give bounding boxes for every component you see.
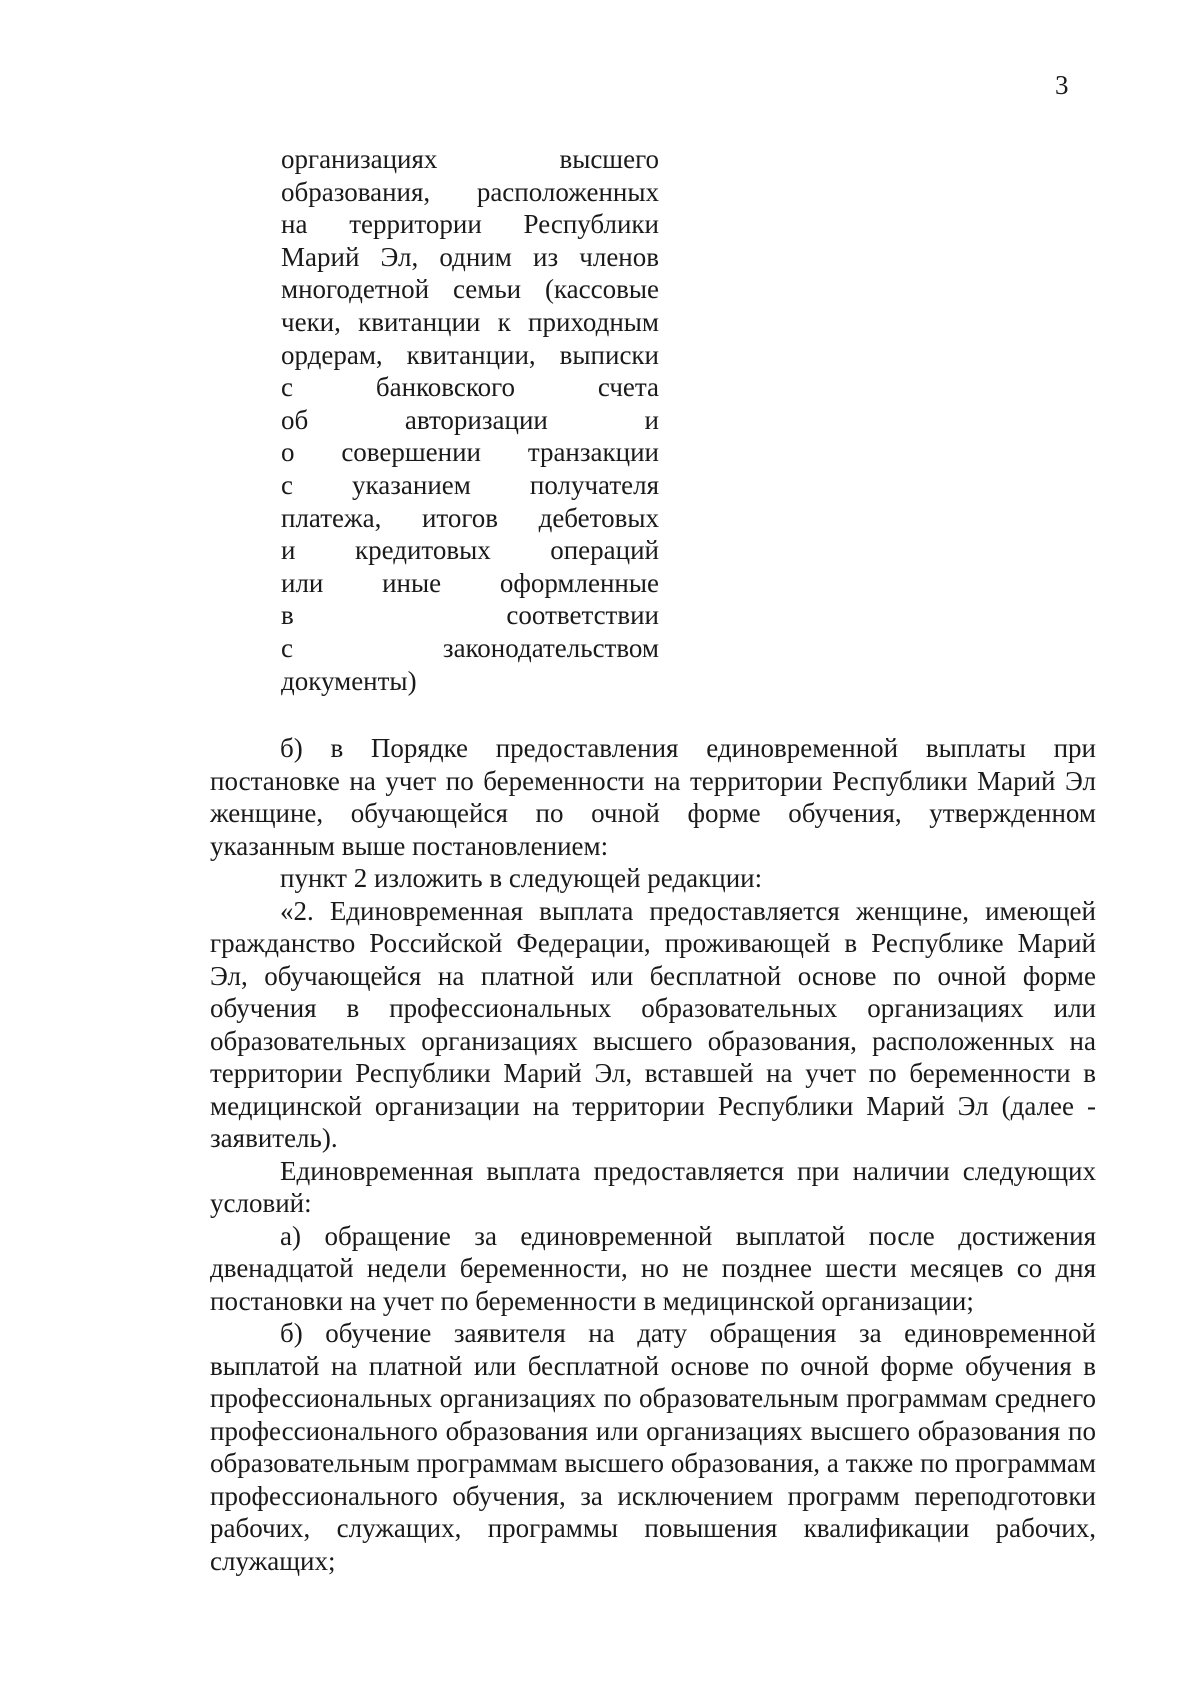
text-line: с банковского счета bbox=[281, 372, 659, 403]
paragraph: б) обучение заявителя на дату обращения за единовременной выплатой на платной или бесплатной основе по очной форме обучения в профессиональных организациях по образовательным программам среднего профессионального образования или организациях высшего образования по образовательным программам высшего образования, а также по программам профессионального обучения, за исключением программ переподготовки рабочих, служащих, программы повышения квалификации рабочих, служащих; bbox=[210, 1318, 1096, 1576]
text-line: документы) bbox=[281, 665, 417, 696]
document-body bbox=[210, 732, 1096, 1577]
table-cell-text bbox=[281, 143, 659, 697]
paragraph: а) обращение за единовременной выплатой после достижения двенадцатой недели беременности, но не позднее шести месяцев со дня постановки на учет по беременности в медицинской организации; bbox=[210, 1220, 1096, 1316]
text-line: на территории Республики bbox=[281, 209, 659, 240]
text-line: о совершении транзакции bbox=[281, 437, 659, 468]
text-line: многодетной семьи (кассовые bbox=[281, 274, 659, 305]
text-line: с указанием получателя bbox=[281, 469, 659, 500]
text-line: платежа, итогов дебетовых bbox=[281, 502, 659, 533]
text-line: организациях высшего bbox=[281, 144, 659, 174]
text-line: Марий Эл, одним из членов bbox=[281, 241, 659, 272]
text-line: чеки, квитанции к приходным bbox=[281, 306, 659, 337]
paragraph: б) в Порядке предоставления единовременной выплаты при постановке на учет по беременности на территории Республики Марий Эл женщине, обучающейся по очной форме обучения, утвержденном указанным выше постановлением: bbox=[210, 733, 1096, 861]
text-line: об авторизации и bbox=[281, 404, 659, 435]
text-line: или иные оформленные bbox=[281, 567, 659, 598]
paragraph: пункт 2 изложить в следующей редакции: bbox=[280, 863, 763, 893]
text-line: и кредитовых операций bbox=[281, 535, 659, 566]
paragraph: «2. Единовременная выплата предоставляется женщине, имеющей гражданство Российской Федерации, проживающей в Республике Марий Эл, обучающейся на платной или бесплатной основе по очной форме обучения в профессиональных образовательных организациях или образовательных организациях высшего образования, расположенных на территории Республики Марий Эл, вставшей на учет по беременности в медицинской организации на территории Республики Марий Эл (далее - заявитель). bbox=[210, 895, 1096, 1153]
text-line: в соответствии bbox=[281, 600, 659, 631]
text-line: ордерам, квитанции, выписки bbox=[281, 339, 659, 370]
text-line: с законодательством bbox=[281, 632, 659, 663]
text-line: образования, расположенных bbox=[281, 176, 659, 207]
paragraph: Единовременная выплата предоставляется при наличии следующих условий: bbox=[210, 1155, 1096, 1218]
page-number: 3 bbox=[1055, 70, 1069, 100]
